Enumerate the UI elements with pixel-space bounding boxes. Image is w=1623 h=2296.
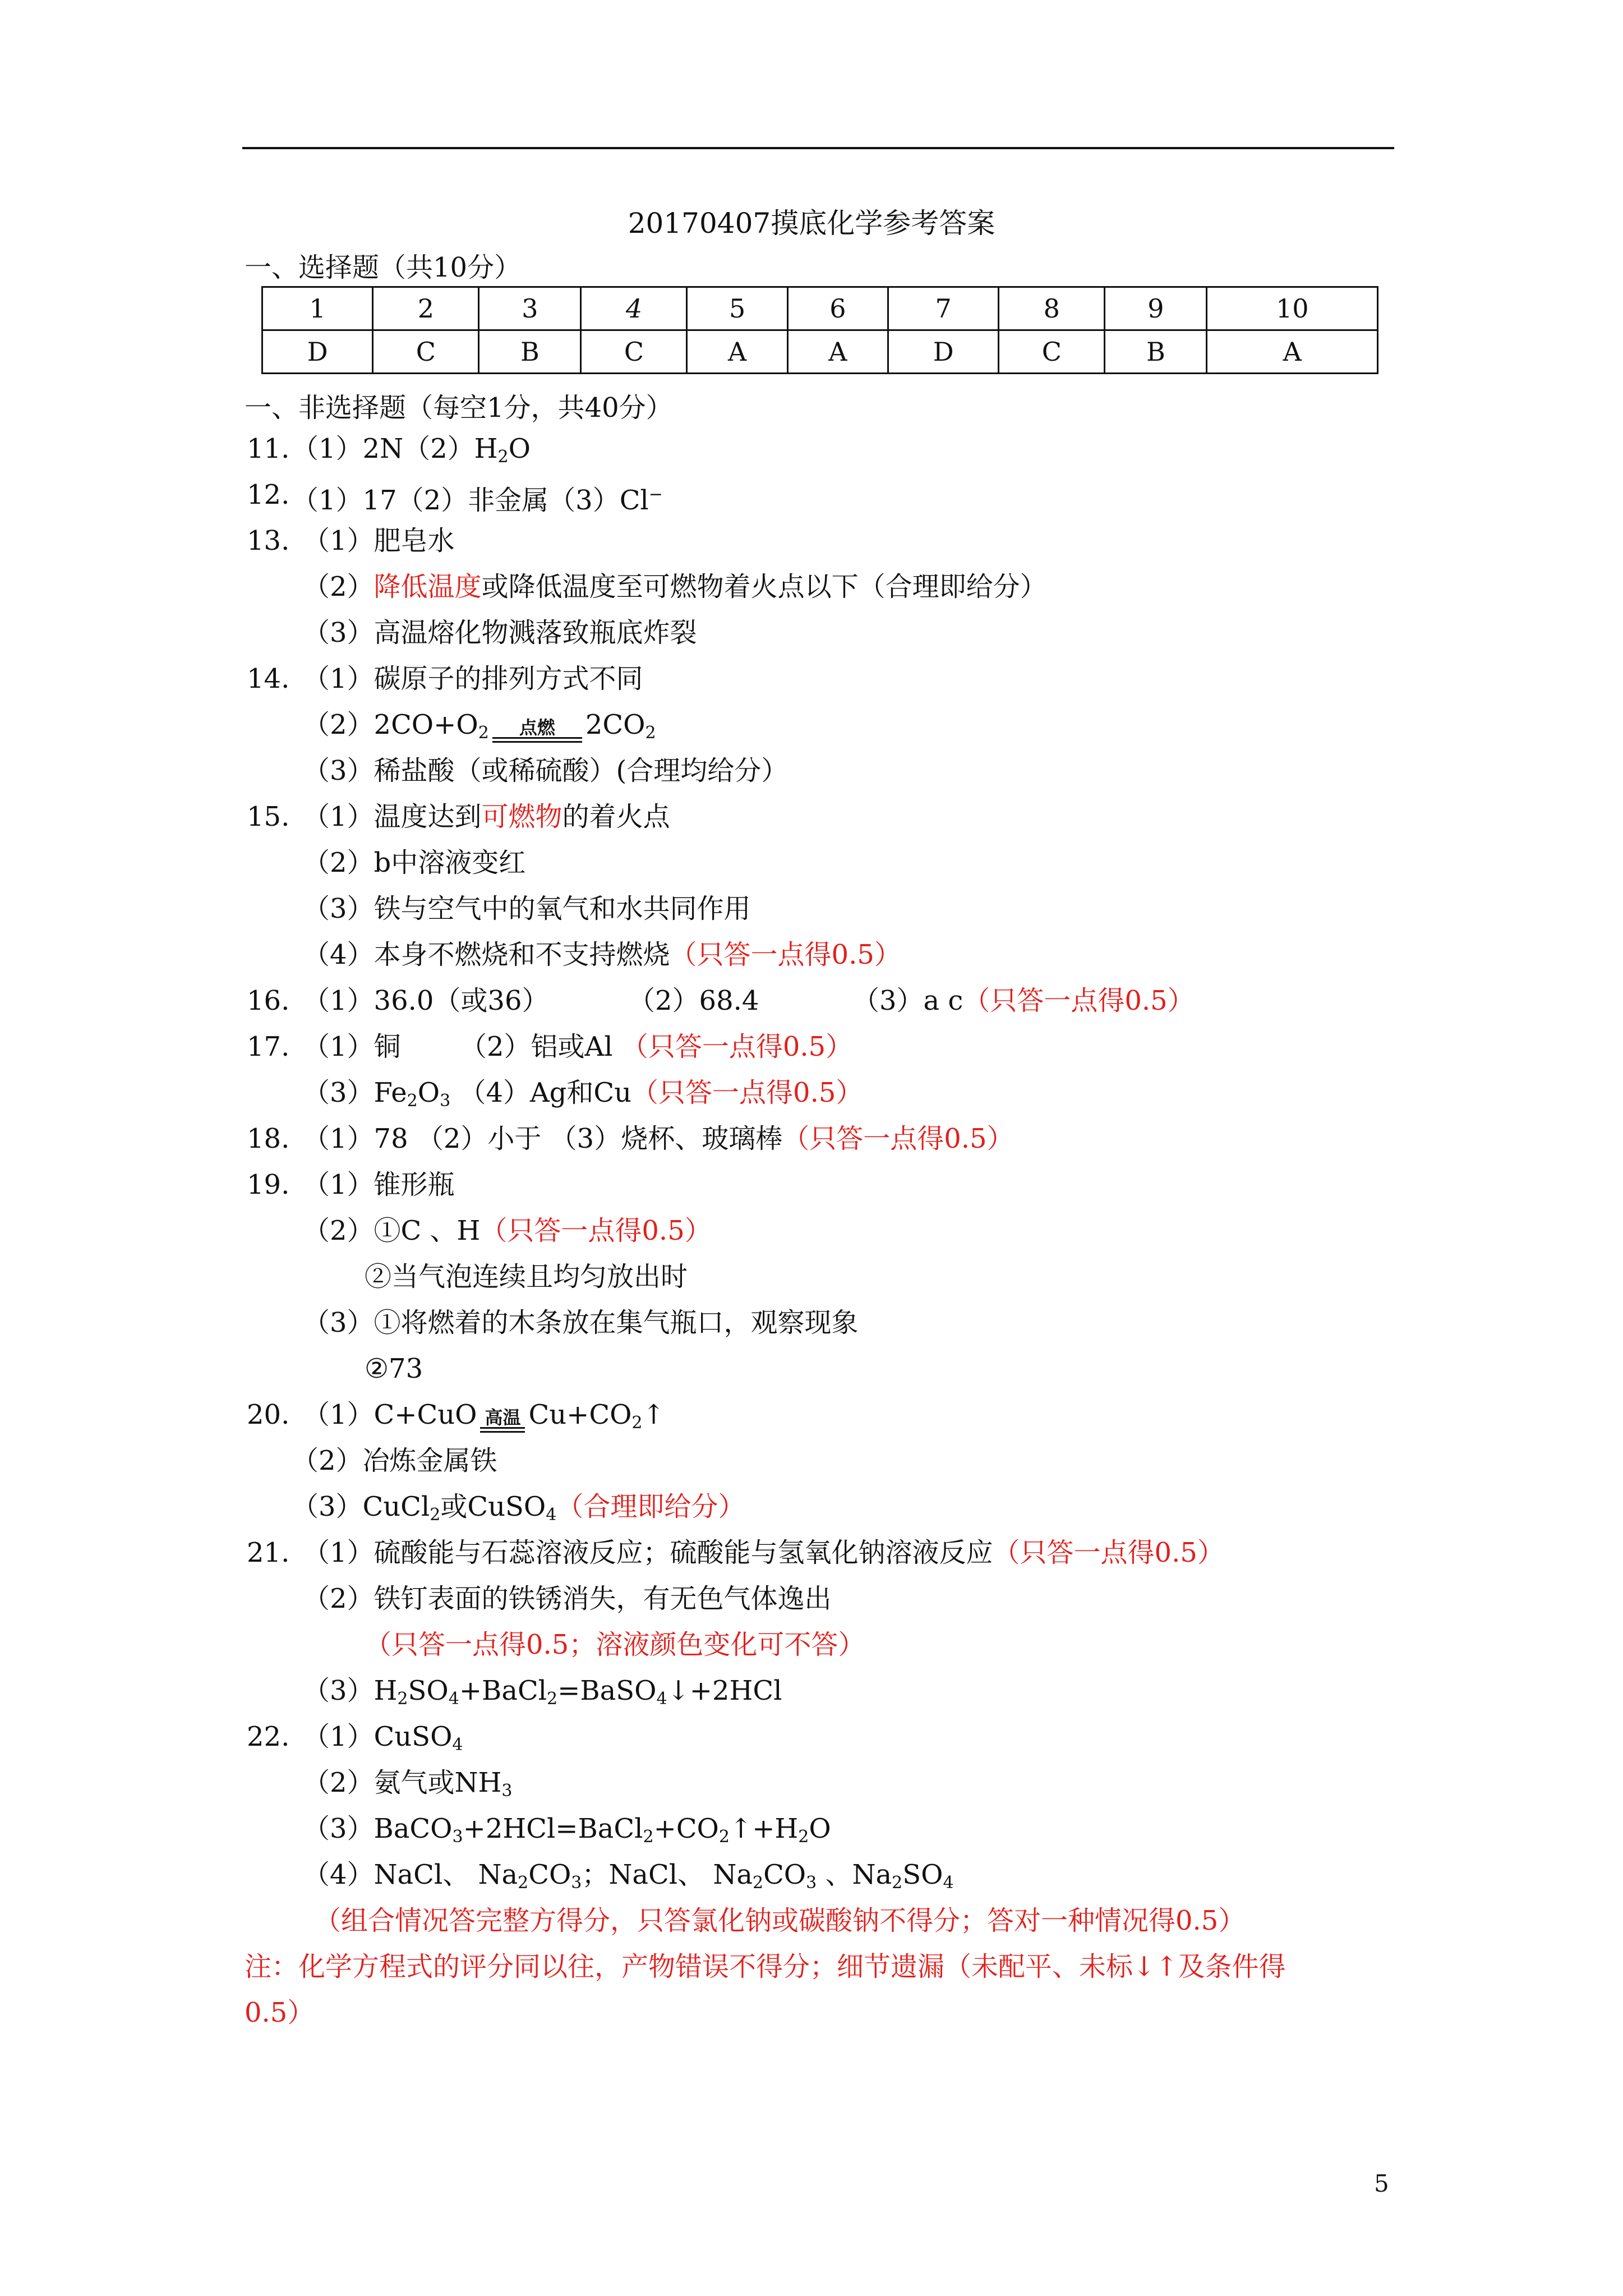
question-number: 14. bbox=[247, 663, 290, 694]
answer-line: （1）铜 bbox=[303, 1031, 401, 1062]
table-cell: D bbox=[262, 330, 373, 374]
table-row-answers bbox=[262, 330, 1378, 374]
answer-line: （1）C+CuO 高温 $Cu+CO_2↑$ bbox=[303, 1399, 665, 1433]
table-cell: 9 bbox=[1105, 287, 1207, 330]
answer-line: （2）铁钉表面的铁锈消失，有无色气体逸出 bbox=[303, 1583, 832, 1614]
grading-note: 注：化学方程式的评分同以往，产物错误不得分；细节遗漏（未配平、未标↓↑及条件得 bbox=[245, 1951, 1286, 1982]
question-number: 12. bbox=[247, 479, 290, 510]
answer-line: （3）稀盐酸（或稀硫酸）(合理均给分） bbox=[303, 755, 789, 786]
answer-line: （2）冶炼金属铁 bbox=[292, 1445, 497, 1476]
answer-line: $(3)H_2SO_4+BaCl_2=BaSO_4↓+2HCl$ bbox=[303, 1675, 782, 1709]
answer-line: （1）17（2）非金属（3）Cl− bbox=[292, 485, 663, 516]
answer-line: （1）肥皂水 bbox=[303, 525, 455, 556]
question-number: 20. bbox=[247, 1399, 290, 1430]
table-cell: 5 bbox=[687, 287, 787, 330]
question-number: 17. bbox=[247, 1031, 290, 1062]
answer-line: （1）碳原子的排列方式不同 bbox=[303, 663, 643, 694]
table-cell: A bbox=[787, 330, 888, 374]
reaction-condition: 高温 bbox=[480, 1408, 525, 1433]
question-number: 18. bbox=[247, 1123, 290, 1154]
answer-line: （1）CuSO$_4$ bbox=[303, 1721, 463, 1755]
answer-line: ②73 bbox=[365, 1353, 423, 1384]
table-row-numbers bbox=[262, 287, 1378, 330]
answer-line: （4）NaCl、 $Na_2CO_3$；NaCl、 $Na_2CO_3$ 、$Na_2SO_4$ bbox=[303, 1859, 954, 1893]
answer-line: ②当气泡连续且均匀放出时 bbox=[365, 1261, 688, 1292]
table-cell: 3 bbox=[479, 287, 581, 330]
table-cell: 10 bbox=[1207, 287, 1378, 330]
question-number: 13. bbox=[247, 525, 290, 556]
answer-line: （4）本身不燃烧和不支持燃烧（只答一点得0.5） bbox=[303, 939, 901, 970]
table-cell: A bbox=[1207, 330, 1378, 374]
header-rule bbox=[242, 147, 1394, 149]
table-cell: 2 bbox=[373, 287, 479, 330]
answer-line: （2）铝或Al （只答一点得0.5） bbox=[460, 1031, 853, 1062]
answer-line: （3）CuCl$_2$或CuSO$_4$（合理即给分） bbox=[292, 1491, 745, 1525]
answer-line: （只答一点得0.5；溶液颜色变化可不答） bbox=[365, 1629, 865, 1660]
answer-line: （1）温度达到可燃物的着火点 bbox=[303, 801, 670, 832]
table-cell: 7 bbox=[888, 287, 998, 330]
table-cell: 1 bbox=[262, 287, 373, 330]
answer-line: $(1)2N(2)H_2O$ bbox=[292, 433, 531, 467]
answer-line: （1）硫酸能与石蕊溶液反应；硫酸能与氢氧化钠溶液反应（只答一点得0.5） bbox=[303, 1537, 1224, 1568]
page-title: 20170407摸底化学参考答案 bbox=[628, 207, 995, 240]
section-choice-heading: 一、选择题（共10分） bbox=[245, 252, 522, 283]
grading-note-continued: 0.5） bbox=[245, 1997, 315, 2028]
answer-line: （2）b中溶液变红 bbox=[303, 847, 526, 878]
answer-line: （3）高温熔化物溅落致瓶底炸裂 bbox=[303, 617, 697, 648]
reaction-condition: 点燃 bbox=[492, 718, 582, 743]
answer-line: （3）a c（只答一点得0.5） bbox=[852, 985, 1195, 1016]
table-cell: C bbox=[999, 330, 1105, 374]
answer-line: $(3)Fe_2O_3$ （4）Ag和Cu（只答一点得0.5） bbox=[303, 1077, 863, 1111]
answer-line: （3）①将燃着的木条放在集气瓶口，观察现象 bbox=[303, 1307, 859, 1338]
page-number: 5 bbox=[1374, 2170, 1389, 2197]
table-cell: 4 bbox=[581, 287, 687, 330]
question-number: 21. bbox=[247, 1537, 290, 1568]
question-number: 11. bbox=[247, 433, 290, 464]
answer-line: （2）氨气或$NH_3$ bbox=[303, 1767, 513, 1801]
answer-line: （1）36.0（或36） bbox=[303, 985, 549, 1016]
question-number: 15. bbox=[247, 801, 290, 832]
answer-line: （1）78 （2）小于 （3）烧杯、玻璃棒（只答一点得0.5） bbox=[303, 1123, 1014, 1154]
question-number: 16. bbox=[247, 985, 290, 1016]
answer-table bbox=[261, 286, 1378, 374]
answer-line: $(2)2CO+O_2$ 点燃 $2CO_2$ bbox=[303, 709, 656, 743]
table-cell: B bbox=[479, 330, 581, 374]
table-cell: 8 bbox=[999, 287, 1105, 330]
answer-line: （2）68.4 bbox=[628, 985, 759, 1016]
question-number: 19. bbox=[247, 1169, 290, 1200]
table-cell: 6 bbox=[787, 287, 888, 330]
answer-line: $(3)BaCO_3+2HCl=BaCl_2+CO_2↑+H_2O$ bbox=[303, 1813, 831, 1847]
answer-line: （2）①C 、H（只答一点得0.5） bbox=[303, 1215, 712, 1246]
table-cell: C bbox=[581, 330, 687, 374]
answer-line: （3）铁与空气中的氧气和水共同作用 bbox=[303, 893, 751, 924]
section-nonchoice-heading: 一、非选择题（每空1分，共40分） bbox=[245, 392, 673, 424]
question-number: 22. bbox=[247, 1721, 290, 1752]
table-cell: A bbox=[687, 330, 787, 374]
answer-line: （1）锥形瓶 bbox=[303, 1169, 455, 1200]
table-cell: C bbox=[373, 330, 479, 374]
answer-line: （2）降低温度或降低温度至可燃物着火点以下（合理即给分） bbox=[303, 571, 1047, 602]
table-cell: B bbox=[1105, 330, 1207, 374]
table-cell: D bbox=[888, 330, 998, 374]
answer-line: （组合情况答完整方得分，只答氯化钠或碳酸钠不得分；答对一种情况得0.5） bbox=[314, 1905, 1246, 1936]
